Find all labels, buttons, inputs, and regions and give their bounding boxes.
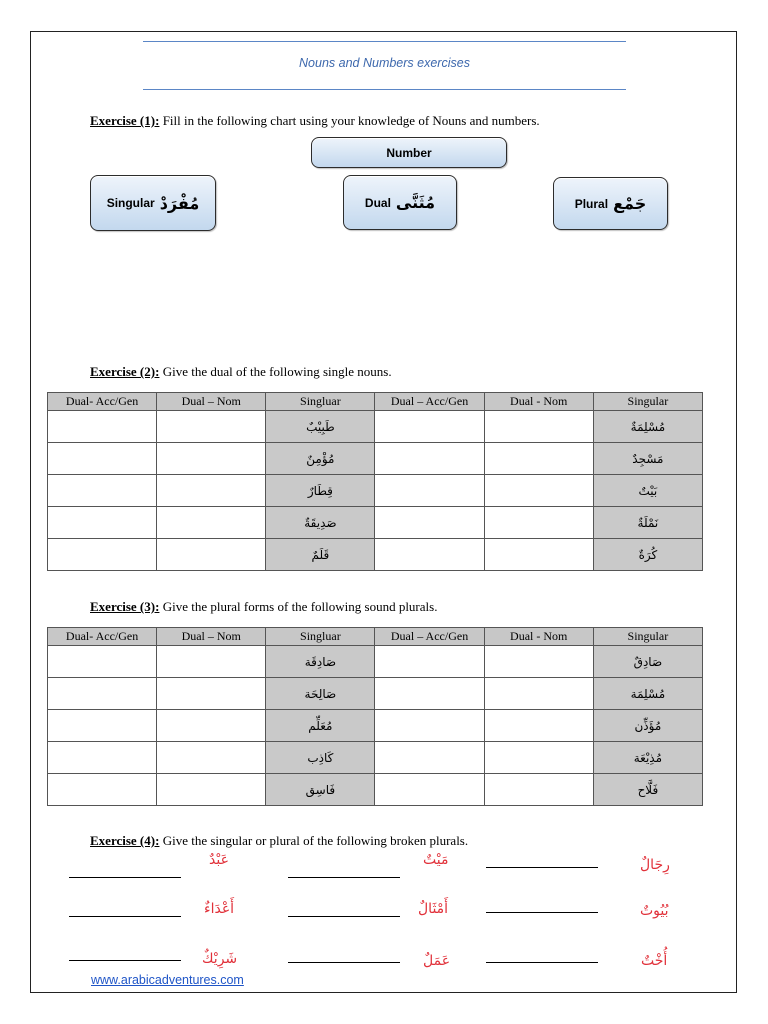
- answer-cell[interactable]: [157, 475, 266, 507]
- plural-box-label: Plural: [574, 196, 609, 211]
- plural-box-arabic: جَمْع: [613, 194, 647, 213]
- table-row: [48, 774, 703, 806]
- answer-cell[interactable]: [375, 774, 484, 806]
- exercise-4-label: Exercise (4):: [90, 833, 160, 848]
- answer-cell[interactable]: [48, 678, 157, 710]
- noun-cell: صَادِقَة: [266, 646, 375, 678]
- noun-cell: قَلَمٌ: [266, 539, 375, 571]
- column-header: Dual - Nom: [484, 628, 593, 646]
- answer-cell[interactable]: [375, 507, 484, 539]
- table-row: [48, 539, 703, 571]
- noun-cell: قِطَارٌ: [266, 475, 375, 507]
- answer-cell[interactable]: [484, 710, 593, 742]
- answer-cell[interactable]: [484, 774, 593, 806]
- column-header: Dual- Acc/Gen: [48, 628, 157, 646]
- answer-blank[interactable]: [288, 916, 400, 917]
- broken-plural-word: أُخْتٌ: [641, 953, 668, 969]
- answer-cell[interactable]: [157, 539, 266, 571]
- broken-plural-word: عَمَلٌ: [423, 953, 451, 969]
- answer-cell[interactable]: [484, 539, 593, 571]
- noun-cell: صَدِيقَةٌ: [266, 507, 375, 539]
- answer-cell[interactable]: [484, 646, 593, 678]
- plural-table: [47, 627, 703, 806]
- answer-cell[interactable]: [375, 475, 484, 507]
- table-row: [48, 678, 703, 710]
- exercise-3-label: Exercise (3):: [90, 599, 160, 614]
- answer-blank[interactable]: [288, 962, 400, 963]
- noun-cell: طَبِيْبٌ: [266, 411, 375, 443]
- broken-plural-word: أَمْثَالٌ: [418, 901, 449, 917]
- answer-cell[interactable]: [375, 678, 484, 710]
- singular-box: [90, 175, 216, 231]
- broken-plural-word: رِجَالٌ: [640, 857, 670, 873]
- singular-box-arabic: مُفْرَدْ: [159, 193, 200, 213]
- exercise-4-text: Give the singular or plural of the following broken plurals.: [159, 833, 469, 848]
- noun-cell: صَادِقٌ: [593, 646, 702, 678]
- exercise-1-text: Fill in the following chart using your knowledge of Nouns and numbers.: [159, 113, 540, 128]
- page-title: Nouns and Numbers exercises: [299, 56, 470, 70]
- noun-cell: مَسْجِدٌ: [593, 443, 702, 475]
- answer-cell[interactable]: [48, 710, 157, 742]
- noun-cell: بَيْتٌ: [593, 475, 702, 507]
- noun-cell: مُذِيْعَة: [593, 742, 702, 774]
- column-header: Dual- Acc/Gen: [48, 393, 157, 411]
- answer-blank[interactable]: [69, 960, 181, 961]
- answer-cell[interactable]: [375, 646, 484, 678]
- answer-cell[interactable]: [484, 443, 593, 475]
- answer-cell[interactable]: [375, 742, 484, 774]
- noun-cell: مُؤْمِنٌ: [266, 443, 375, 475]
- answer-blank[interactable]: [69, 877, 181, 878]
- answer-cell[interactable]: [484, 507, 593, 539]
- exercise-1-heading: [90, 113, 540, 129]
- noun-cell: مُؤَذِّن: [593, 710, 702, 742]
- answer-cell[interactable]: [484, 742, 593, 774]
- noun-cell: فَاسِق: [266, 774, 375, 806]
- broken-plural-word: عَبْدٌ: [209, 852, 229, 868]
- number-box: [311, 137, 507, 168]
- number-box-label: Number: [386, 145, 432, 160]
- table-row: [48, 507, 703, 539]
- exercise-3-heading: [90, 599, 437, 615]
- column-header: Singular: [593, 393, 702, 411]
- noun-cell: صَالِحَة: [266, 678, 375, 710]
- answer-cell[interactable]: [48, 539, 157, 571]
- noun-cell: مُسْلِمَة: [593, 678, 702, 710]
- dual-box: [343, 175, 457, 230]
- table-header-row: [48, 628, 703, 646]
- dual-box-arabic: مُثَنَّى: [395, 193, 436, 212]
- answer-cell[interactable]: [48, 411, 157, 443]
- column-header: Singular: [593, 628, 702, 646]
- answer-cell[interactable]: [157, 742, 266, 774]
- answer-cell[interactable]: [375, 443, 484, 475]
- dual-box-label: Dual: [364, 195, 391, 210]
- answer-cell[interactable]: [484, 475, 593, 507]
- table-row: [48, 475, 703, 507]
- column-header: Dual – Acc/Gen: [375, 628, 484, 646]
- singular-box-label: Singular: [106, 196, 155, 210]
- noun-cell: نَمْلَةٌ: [593, 507, 702, 539]
- exercise-4-heading: [90, 833, 468, 849]
- plural-box: [553, 177, 668, 230]
- header-rule-bottom: [143, 89, 626, 90]
- answer-cell[interactable]: [48, 443, 157, 475]
- noun-cell: كُرَةٌ: [593, 539, 702, 571]
- answer-cell[interactable]: [157, 710, 266, 742]
- answer-cell[interactable]: [157, 678, 266, 710]
- answer-cell[interactable]: [48, 774, 157, 806]
- answer-blank[interactable]: [486, 912, 598, 913]
- answer-blank[interactable]: [69, 916, 181, 917]
- exercise-2-heading: [90, 364, 392, 380]
- answer-cell[interactable]: [484, 678, 593, 710]
- answer-cell[interactable]: [48, 475, 157, 507]
- dual-table: [47, 392, 703, 571]
- answer-cell[interactable]: [157, 443, 266, 475]
- answer-cell[interactable]: [48, 742, 157, 774]
- answer-cell[interactable]: [375, 539, 484, 571]
- column-header: Dual - Nom: [484, 393, 593, 411]
- answer-cell[interactable]: [48, 507, 157, 539]
- noun-cell: فَلَّاح: [593, 774, 702, 806]
- column-header: Dual – Nom: [157, 628, 266, 646]
- answer-cell[interactable]: [375, 411, 484, 443]
- noun-cell: مُعَلِّم: [266, 710, 375, 742]
- column-header: Dual – Nom: [157, 393, 266, 411]
- answer-blank[interactable]: [486, 867, 598, 868]
- header-rule-top: [143, 41, 626, 42]
- broken-plural-word: أَعْدَاءٌ: [204, 901, 235, 917]
- broken-plural-word: مَيْتٌ: [423, 852, 449, 868]
- column-header: Singluar: [266, 628, 375, 646]
- column-header: Singluar: [266, 393, 375, 411]
- exercise-1-label: Exercise (1):: [90, 113, 160, 128]
- table-row: [48, 710, 703, 742]
- answer-cell[interactable]: [157, 774, 266, 806]
- answer-cell[interactable]: [157, 507, 266, 539]
- table-row: [48, 411, 703, 443]
- noun-cell: كَاذِب: [266, 742, 375, 774]
- exercise-2-text: Give the dual of the following single nouns.: [159, 364, 392, 379]
- broken-plural-word: بُيُوتٌ: [640, 903, 669, 919]
- exercise-2-label: Exercise (2):: [90, 364, 160, 379]
- table-row: [48, 646, 703, 678]
- answer-cell[interactable]: [375, 710, 484, 742]
- table-header-row: [48, 393, 703, 411]
- answer-cell[interactable]: [484, 411, 593, 443]
- broken-plural-word: شَرِيْكٌ: [202, 951, 238, 967]
- column-header: Dual – Acc/Gen: [375, 393, 484, 411]
- answer-cell[interactable]: [157, 646, 266, 678]
- website-link[interactable]: www.arabicadventures.com: [91, 973, 244, 987]
- table-row: [48, 742, 703, 774]
- answer-cell[interactable]: [157, 411, 266, 443]
- answer-blank[interactable]: [486, 962, 598, 963]
- exercise-3-text: Give the plural forms of the following sound plurals.: [159, 599, 438, 614]
- noun-cell: مُسْلِمَةٌ: [593, 411, 702, 443]
- answer-cell[interactable]: [48, 646, 157, 678]
- table-row: [48, 443, 703, 475]
- answer-blank[interactable]: [288, 877, 400, 878]
